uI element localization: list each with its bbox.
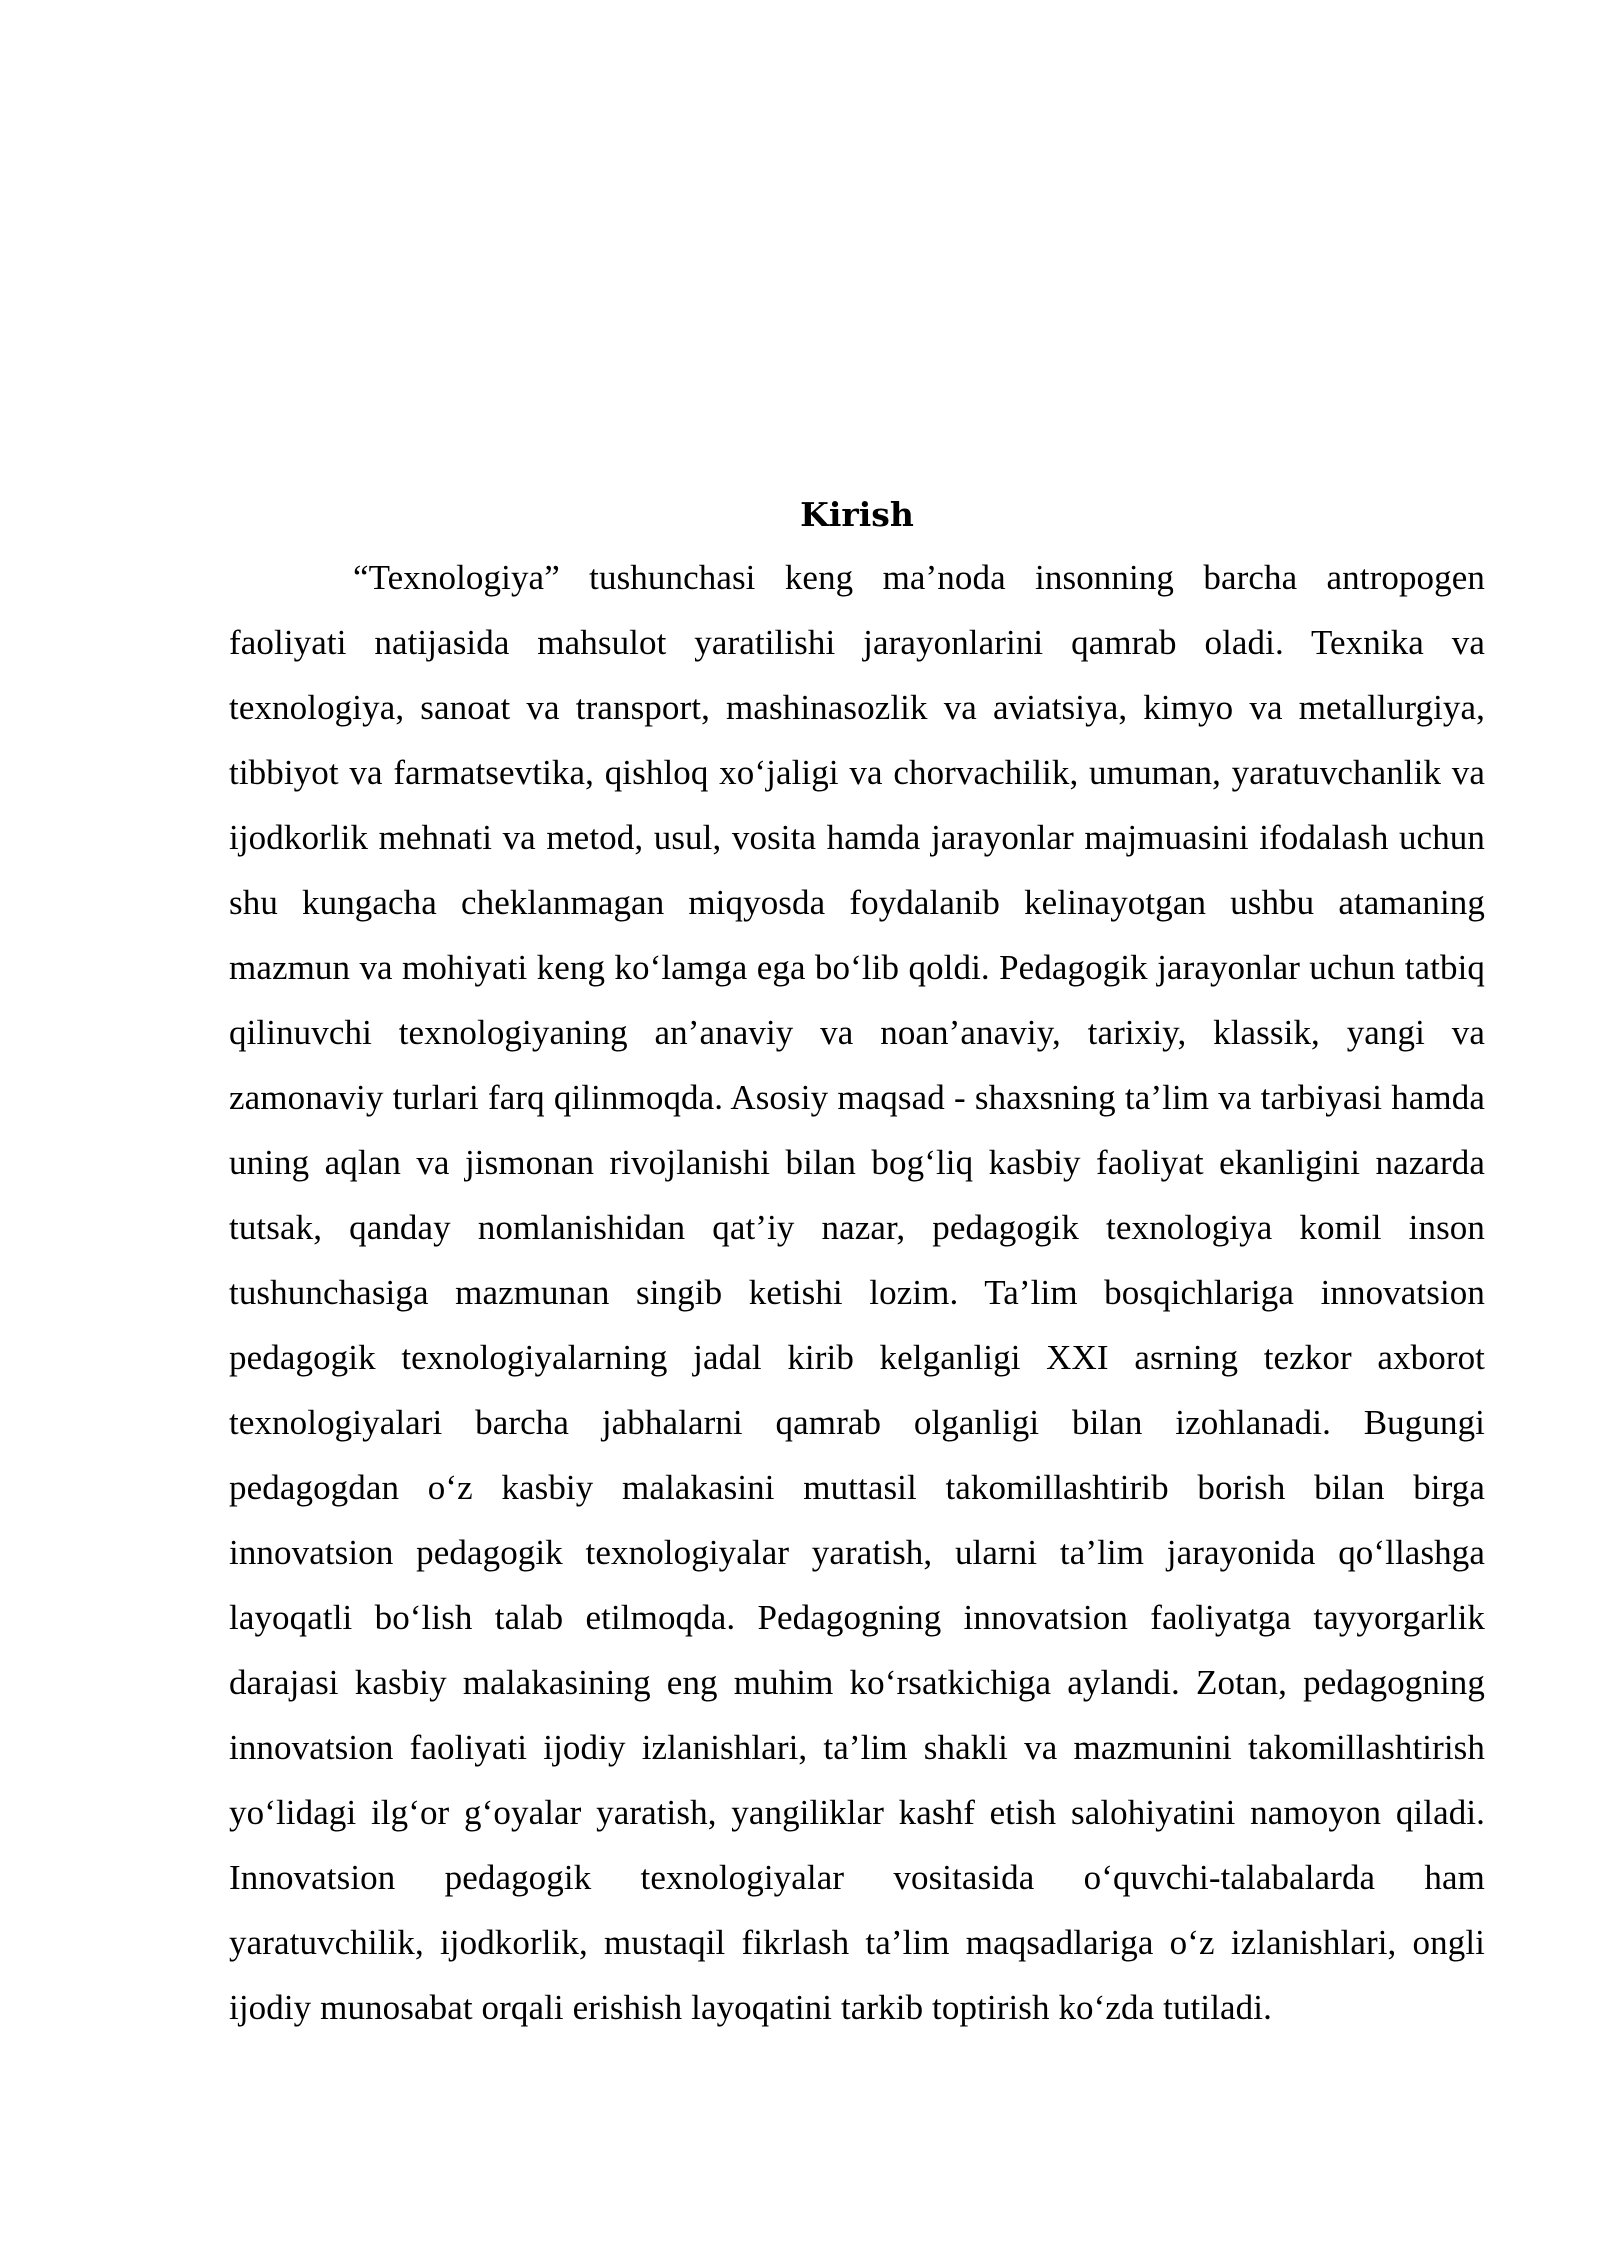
body-paragraph: “Texnologiya” tushunchasi keng ma’noda insonning barcha antropogen faoliyati natijasida mahsulot yaratilishi jarayonlarini qamrab oladi. Texnika va texnologiya, sanoat va transport, mashinasozlik va aviatsiya, kimyo va metallurgiya, tibbiyot va farmatsevtika, qishloq xo‘jaligi va chorvachilik, umuman, yaratuvchanlik va ijodkorlik mehnati va metod, usul, vosita hamda jarayonlar majmuasini ifodalash uchun shu kungacha cheklanmagan miqyosda foydalanib kelinayotgan ushbu atamaning mazmun va mohiyati keng ko‘lamga ega bo‘lib qoldi. Pedagogik jarayonlar uchun tatbiq qilinuvchi texnologiyaning an’anaviy va noan’anaviy, tarixiy, klassik, yangi va zamonaviy turlari farq qilinmoqda. Asosiy maqsad - shaxsning ta’lim va tarbiyasi hamda uning aqlan va jismonan rivojlanishi bilan bog‘liq kasbiy faoliyat ekanligini nazarda tutsak, qanday nomlanishidan qat’iy nazar, pedagogik texnologiya komil inson tushunchasiga mazmunan singib ketishi lozim. Ta’lim bosqichlariga innovatsion pedagogik texnologiyalarning jadal kirib kelganligi XXI asrning tezkor axborot texnologiyalari barcha jabhalarni qamrab olganligi bilan izohlanadi. Bugungi pedagogdan o‘z kasbiy malakasini muttasil takomillashtirib borish bilan birga innovatsion pedagogik texnologiyalar yaratish, ularni ta’lim jarayonida qo‘llashga layoqatli bo‘lish talab etilmoqda. Pedagogning innovatsion faoliyatga tayyorgarlik darajasi kasbiy malakasining eng muhim ko‘rsatkichiga aylandi. Zotan, pedagogning innovatsion faoliyati ijodiy izlanishlari, ta’lim shakli va mazmunini takomillashtirish yo‘lidagi ilg‘or g‘oyalar yaratish, yangiliklar kashf etish salohiyatini namoyon qiladi. Innovatsion pedagogik texnologiyalar vositasida o‘quvchi-talabalarda ham yaratuvchilik, ijodkorlik, mustaqil fikrlash ta’lim maqsadlariga o‘z izlanishlari, ongli ijodiy munosabat orqali erishish layoqatini tarkib toptirish ko‘zda tutiladi. bbox=[229, 558, 1485, 2027]
page-title: Kirish bbox=[800, 495, 914, 534]
